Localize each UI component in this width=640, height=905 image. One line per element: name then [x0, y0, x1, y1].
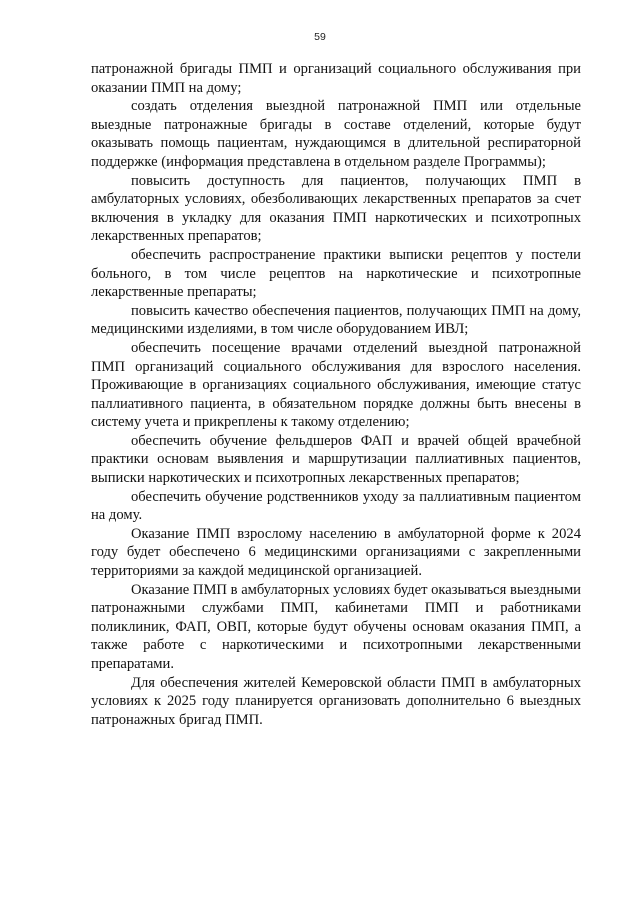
paragraph-continuation: патронажной бригады ПМП и организаций социального обслуживания при оказании ПМП на дому; [91, 61, 581, 96]
document-body [91, 60, 581, 729]
paragraph-prescriptions: обеспечить распространение практики выписки рецептов у постели больного, в том числе рецептов на наркотические и психотропные лекарственные препараты; [91, 246, 581, 301]
paragraph-outpatient-services: Оказание ПМП в амбулаторных условиях будет оказываться выездными патронажными службами ПМП, кабинетами ПМП и работниками поликлиник, ФАП, ОВП, которые будут обучены основам оказания ПМП, а также работе с наркотическими и психотропными лекарственными препаратами. [91, 581, 581, 672]
paragraph-increase-availability: повысить доступность для пациентов, получающих ПМП в амбулаторных условиях, обезболивающих лекарственных препаратов за счет включения в укладку для оказания ПМП наркотических и психотропных лекарственных препаратов; [91, 172, 581, 245]
paragraph-social-visits: обеспечить посещение врачами отделений выездной патронажной ПМП организаций социального обслуживания для взрослого населения. Проживающие в организациях социального обслуживания, имеющие статус паллиативного пациента, в обязательном порядке должны быть внесены в систему учета и прикреплены к такому отделению; [91, 339, 581, 431]
paragraph-medical-devices: повысить качество обеспечения пациентов, получающих ПМП на дому, медицинскими изделиями, в том числе оборудованием ИВЛ; [91, 302, 581, 338]
page-number: 59 [314, 31, 326, 43]
paragraph-training-relatives: обеспечить обучение родственников уходу за паллиативным пациентом на дому. [91, 488, 581, 524]
paragraph-outpatient-2024: Оказание ПМП взрослому населению в амбулаторной форме к 2024 году будет обеспечено 6 медицинскими организациями с закрепленными территориями за каждой медицинской организацией. [91, 525, 581, 580]
paragraph-create-departments: создать отделения выездной патронажной ПМП или отдельные выездные патронажные бригады в составе отделений, которые будут оказывать помощь пациентам, нуждающимся в длительной респираторной поддержке (информация представлена в отдельном разделе Программы); [91, 98, 581, 170]
paragraph-plan-2025: Для обеспечения жителей Кемеровской области ПМП в амбулаторных условиях к 2025 году планируется организовать дополнительно 6 выездных патронажных бригад ПМП. [91, 674, 581, 728]
paragraph-training-staff: обеспечить обучение фельдшеров ФАП и врачей общей врачебной практики основам выявления и маршрутизации паллиативных пациентов, выписки наркотических и психотропных лекарственных препаратов; [91, 432, 581, 487]
